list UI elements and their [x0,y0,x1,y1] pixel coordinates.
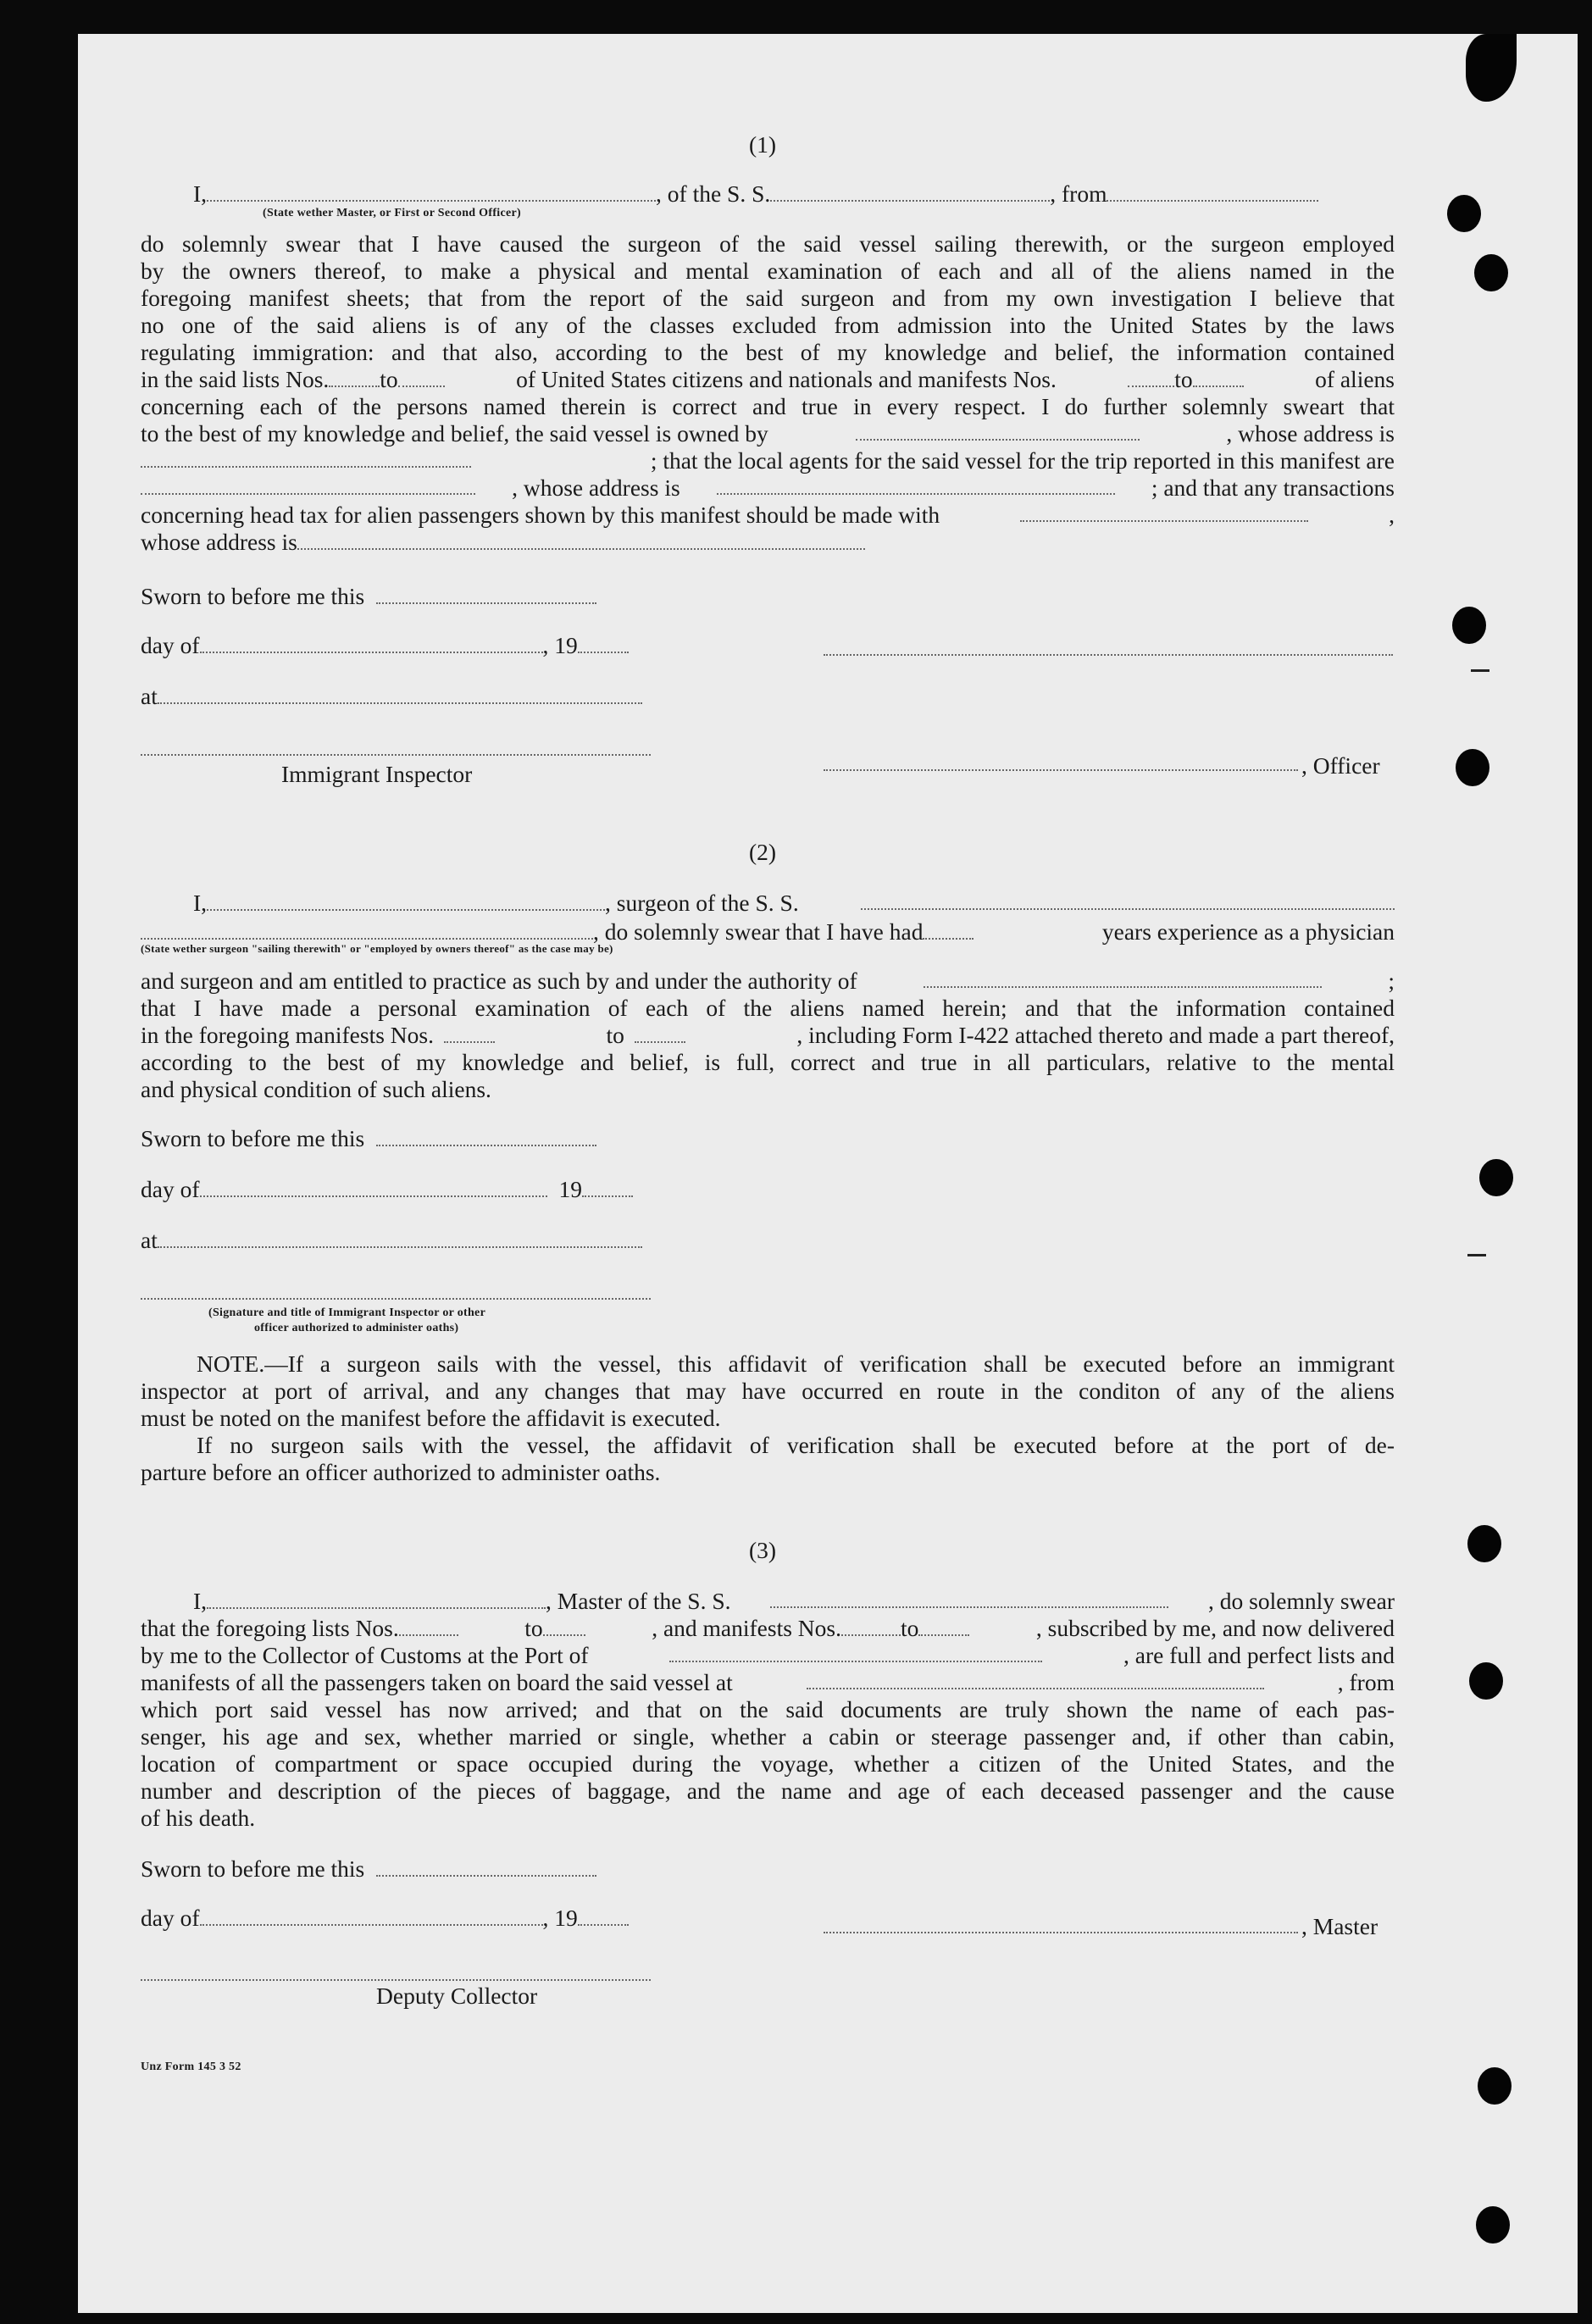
s1-citizens-text: of United States citizens and nationals and manifests Nos. [516,366,1057,392]
s1-para-line: concerning each of the persons named therein is correct and true in every respect. I do further solemnly sweart that [141,393,1395,419]
s2-day-line [141,1176,633,1203]
s2-sworn-label: Sworn to before me this [141,1125,365,1151]
surgeon-status-hint: (State wether surgeon "sailing therewith" or "employed by owners thereof" as the case may be) [141,942,613,955]
s3-manifest-from-field[interactable] [841,1616,901,1636]
s3-board-text: manifests of all the passengers taken on board the said vessel at [141,1669,733,1695]
s1-at-label: at [141,683,158,709]
s3-master-label: , Master [1301,1913,1378,1939]
s3-year-label: , 19 [542,1905,578,1931]
years-experience-field[interactable] [923,919,974,940]
s3-lists-line [141,1615,1395,1642]
s1-headtax-line [141,502,1395,529]
officer-rank-field[interactable] [207,181,656,202]
note-line: must be noted on the manifest before the affidavit is executed. [141,1405,721,1431]
s1-from: , from [1050,180,1107,207]
s1-whose-address: , whose address is [512,474,680,501]
s1-year-field[interactable] [578,633,629,653]
s2-years-text: years experience as a physician [1101,918,1395,945]
s1-agents-text: ; that the local agents for the said vessel for the trip reported in this manifest are [650,447,1395,474]
s3-board-line [141,1669,1395,1696]
s2-year-field[interactable] [582,1177,633,1197]
s3-deputy-label: Deputy Collector [376,1983,538,2009]
s3-manifest-to-field[interactable] [918,1616,969,1636]
s1-officer-signature-line[interactable] [824,769,1298,771]
s2-signature-line[interactable] [141,1298,651,1300]
s2-manifest-from-field[interactable] [444,1023,495,1043]
s1-whose-address: , whose address is [1226,420,1395,446]
s1-to: to [1174,366,1193,392]
s2-pronoun: I, [193,890,208,916]
s1-at-field[interactable] [158,684,642,704]
s2-sworn-line [141,1125,596,1152]
s1-para-line: do solemnly swear that I have caused the surgeon of the said vessel sailing therewith, or the surgeon employed [141,230,1395,257]
s2-at-line [141,1227,642,1254]
s3-sworn-field[interactable] [376,1856,596,1877]
section-3-number: (3) [748,1537,777,1563]
s3-sworn-line [141,1855,596,1883]
s1-day-field[interactable] [200,633,543,653]
s1-year-label: , 19 [542,632,578,658]
s1-line1 [193,180,1318,208]
s1-officer-signature-line-top[interactable] [824,654,1393,656]
s2-form-text: , including Form I-422 attached thereto and made a part thereof, [796,1022,1395,1048]
s1-comma: , [1389,502,1395,528]
s1-lists-line [141,366,1395,393]
s3-para-line: number and description of the pieces of baggage, and the name and age of each deceased passenger and the cause [141,1778,1395,1804]
s3-para-line: which port said vessel has now arrived; and that on the said documents are truly shown the name of each pas- [141,1696,1395,1722]
s2-signature-caption-1: (Signature and title of Immigrant Inspector or other [208,1306,486,1319]
s1-to: to [380,366,398,392]
s2-para-line: and physical condition of such aliens. [141,1076,491,1102]
s3-deputy-signature-line[interactable] [141,1979,651,1981]
manifest-from-field[interactable] [1128,367,1174,387]
s1-sworn-field[interactable] [376,584,596,604]
margin-mark [1467,1254,1486,1256]
s3-day-label: day of [141,1905,200,1931]
s3-sworn-label: Sworn to before me this [141,1855,365,1882]
s1-owned-by: to the best of my knowledge and belief, the said vessel is owned by [141,420,768,446]
s3-para-line: of his death. [141,1805,256,1831]
s3-year-field[interactable] [578,1905,629,1926]
s2-semicolon: ; [1388,968,1395,994]
s3-manifests-label: , and manifests Nos. [652,1615,841,1641]
s2-at-field[interactable] [158,1228,642,1248]
s3-para-line: location of compartment or space occupied during the voyage, whether a citizen of the United States, and the [141,1750,1395,1777]
agent-address-field[interactable] [717,474,1115,495]
s1-para-line: no one of the said aliens is of any of the classes excluded from admission into the United States by the laws [141,312,1395,338]
punch-hole [1478,2067,1512,2105]
note-line: parture before an officer authorized to administer oaths. [141,1459,661,1485]
vessel-name-field[interactable] [770,181,1050,202]
s1-inspector-label: Immigrant Inspector [281,761,473,787]
punch-hole [1467,1525,1501,1562]
note-line: If no surgeon sails with the vessel, the affidavit of verification shall be executed before at the port of de- [197,1432,1395,1458]
s2-sworn-field[interactable] [376,1126,596,1146]
s2-para-line: according to the best of my knowledge and belief, is full, correct and true in all particulars, relative to the mental [141,1049,1395,1075]
s3-delivered-text: , subscribed by me, and now delivered [1035,1615,1395,1641]
punch-hole [1456,749,1489,786]
punch-hole [1447,195,1481,232]
s3-list-from-field[interactable] [399,1616,458,1636]
s3-collector-text: by me to the Collector of Customs at the Port of [141,1642,589,1668]
s3-swear-text: , do solemnly swear [1208,1588,1395,1614]
s2-manifests-label: in the foregoing manifests Nos. [141,1022,434,1048]
s1-sworn-line [141,583,596,610]
note-line: inspector at port of arrival, and any changes that may have occurred en route in the conditon of any of the aliens [141,1378,1395,1404]
surgeon-status-field[interactable] [141,919,593,940]
s2-surgeon-of-ss: , surgeon of the S. S. [605,890,799,916]
s3-day-field[interactable] [200,1905,543,1926]
s3-vessel-field[interactable] [770,1588,1168,1608]
s1-day-label: day of [141,632,200,658]
authority-field[interactable] [924,968,1322,988]
punch-hole [1474,254,1508,291]
s1-agents-line [141,447,1395,474]
punch-hole [1476,2206,1510,2244]
section-1-number: (1) [748,131,777,158]
s1-sworn-label: Sworn to before me this [141,583,365,609]
vessel-owner-field[interactable] [856,420,1140,441]
note-line: NOTE.—If a surgeon sails with the vessel, this affidavit of verification shall be executed before an immigrant [197,1351,1395,1377]
s2-day-field[interactable] [200,1177,547,1197]
s2-swear-text: , do solemnly swear that I have had [593,918,924,945]
us-list-to-field[interactable] [398,367,445,387]
punch-hole [1479,1159,1513,1196]
s3-line1 [193,1588,1395,1615]
s3-list-to-field[interactable] [543,1616,585,1636]
s1-officer-label: , Officer [1301,752,1380,779]
s3-to: to [524,1615,543,1641]
s1-agent-address-line [141,474,1395,502]
s2-authority-text: and surgeon and am entitled to practice as such by and under the authority of [141,968,857,994]
s3-lists-label: that the foregoing lists Nos. [141,1615,399,1641]
s2-signature-caption-2: officer authorized to administer oaths) [254,1322,459,1334]
s1-whose-address-label: whose address is [141,529,297,555]
us-list-from-field[interactable] [329,367,380,387]
master-name-field[interactable] [207,1589,546,1609]
departure-port-field[interactable] [1107,181,1318,202]
s2-para-line: that I have made a personal examination of each of the aliens named herein; and that the information contained [141,995,1395,1021]
boarding-port-field[interactable] [807,1669,1264,1689]
s1-para-line: foregoing manifest sheets; that from the report of the said surgeon and from my own investigation I believe that [141,285,1395,311]
form-identifier: Unz Form 145 3 52 [141,2061,241,2073]
s3-day-line [141,1905,629,1932]
s2-manifests-line [141,1022,1395,1049]
surgeon-name-field[interactable] [207,890,605,911]
s2-line1 [193,890,1395,917]
s2-vessel-field[interactable] [861,890,1395,910]
local-agent-field[interactable] [141,474,475,495]
section-2-number: (2) [748,839,777,865]
s1-of-ss: , of the S. S. [656,180,771,207]
s3-pronoun: I, [193,1588,208,1614]
punch-hole [1452,607,1486,644]
s3-master-signature-line[interactable] [824,1932,1298,1933]
s1-at-line [141,683,642,710]
s2-year-label: 19 [558,1176,582,1202]
s1-transactions: ; and that any transactions [1151,474,1395,501]
s1-headtax-text: concerning head tax for alien passengers shown by this manifest should be made with [141,502,940,528]
s3-para-line: senger, his age and sex, whether married or single, whether a cabin or steerage passenger and, if other than cabin, [141,1723,1395,1750]
headtax-address-field[interactable] [297,530,865,550]
punch-hole [1469,1662,1503,1700]
s1-owner-line [141,420,1395,447]
s2-day-label: day of [141,1176,200,1202]
s3-port-line [141,1642,1395,1669]
s1-lists-label: in the said lists Nos. [141,366,330,392]
s2-at-label: at [141,1227,158,1253]
port-field[interactable] [669,1642,1042,1662]
s1-address-line [141,529,865,556]
s1-para-line: by the owners thereof, to make a physical and mental examination of each and all of the aliens named in the [141,258,1395,284]
margin-mark [1471,669,1489,672]
s1-aliens: of aliens [1315,366,1395,392]
officer-rank-hint: (State wether Master, or First or Second Officer) [263,207,521,219]
s3-perfect-lists: , are full and perfect lists and [1123,1642,1395,1668]
s3-from: , from [1337,1669,1395,1695]
s2-manifest-to-field[interactable] [635,1023,685,1043]
manifest-to-field[interactable] [1193,367,1244,387]
s1-pronoun: I, [193,180,208,207]
s2-authority-line [141,968,1395,995]
headtax-contact-field[interactable] [1020,502,1308,522]
owner-address-field[interactable] [141,447,471,468]
s1-day-line [141,632,629,659]
s3-to: to [900,1615,919,1641]
s2-to: to [606,1022,624,1048]
s3-master-of-ss: , Master of the S. S. [546,1588,731,1614]
s1-inspector-signature-line[interactable] [141,754,651,756]
s1-para-line: regulating immigration: and that also, according to the best of my knowledge and belief, the information contained [141,339,1395,365]
